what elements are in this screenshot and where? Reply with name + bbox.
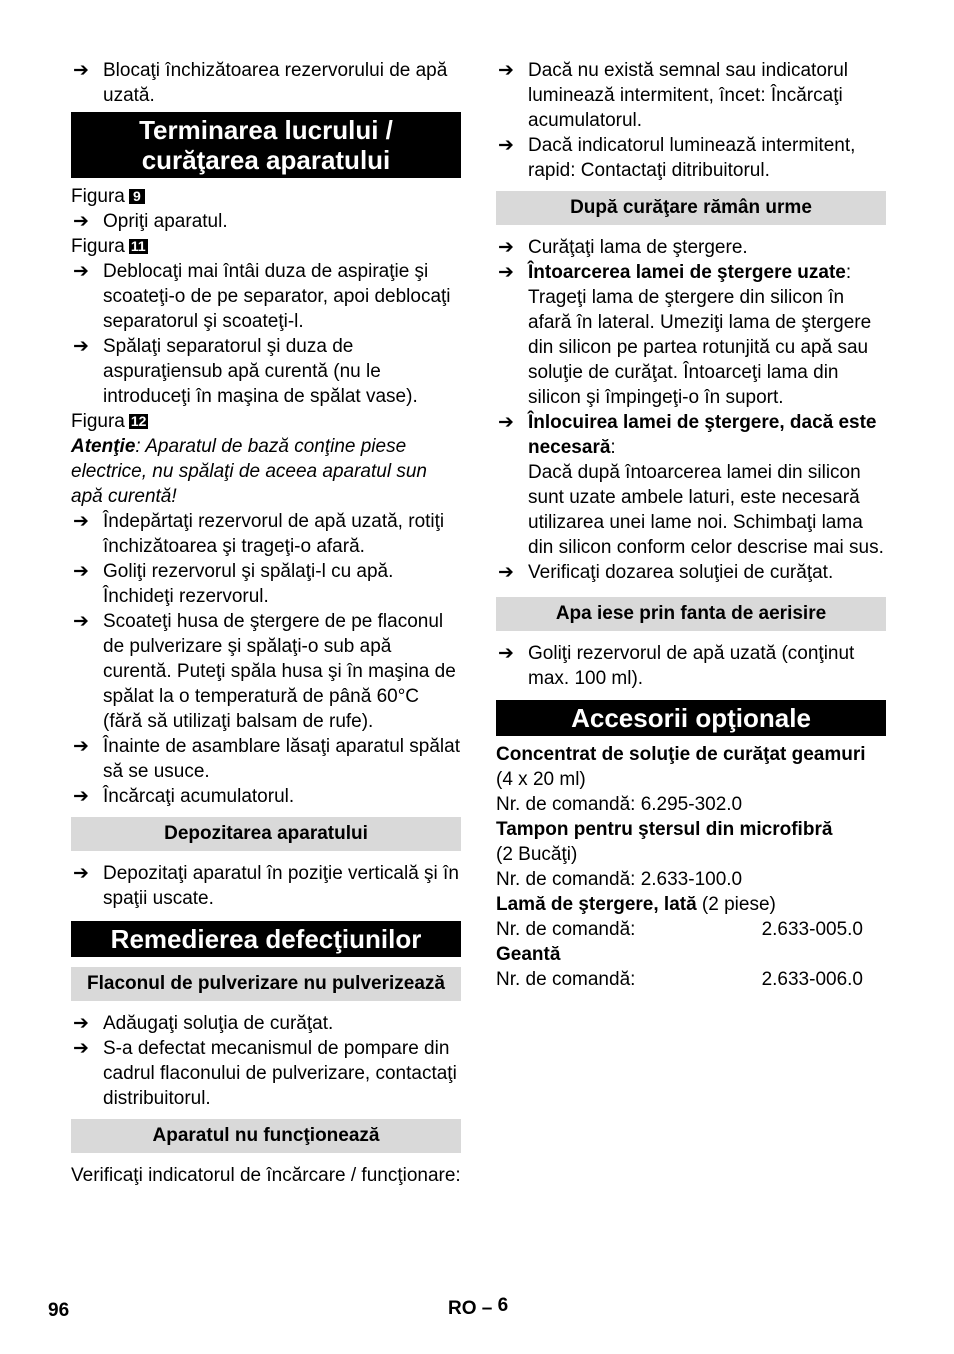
list-item: ➔ Depozitaţi aparatul în poziţie verticală şi în spaţii uscate. [73,862,459,909]
arrow-right-icon: ➔ [73,862,89,884]
list-item: ➔ Curăţaţi lama de ştergere. [498,236,748,258]
arrow-right-icon: ➔ [73,1037,89,1059]
list-item: ➔ Încărcaţi acumulatorul. [73,785,295,807]
list-item: ➔ Înainte de asamblare lăsaţi aparatul spălat să se usuce. [73,735,461,782]
section-heading-accessories: Accesorii opţionale [496,700,886,736]
list-item: ➔ Scoateţi husa de ştergere de pe flaconul de pulverizare şi spălaţi-o sub apă curentă. Puteţi spăla husa şi în maşina de spălat la o temperatură de până 60°C (fără să utilizaţi balsam de rufe). [73,610,456,732]
subheading-vent: Apa iese prin fanta de aerisire [496,597,886,631]
list-item: ➔ Dacă indicatorul luminează intermitent, rapid: Contactaţi ditribuitorul. [498,134,856,181]
list-item: ➔ Îndepărtaţi rezervorul de apă uzată, rotiţi închizătoarea şi trageţi-o afară. [73,510,445,557]
accessory-item: Concentrat de soluţie de curăţat geamuri (4 x 20 ml) [496,744,866,790]
subheading-not-working: Aparatul nu funcţionează [71,1119,461,1153]
figure-number-badge: 11 [130,238,146,254]
arrow-right-icon: ➔ [73,735,89,757]
list-item: ➔ Blocaţi închizătoarea rezervorului de apă uzată. [73,59,448,106]
arrow-right-icon: ➔ [73,560,89,582]
list-item: ➔ Verificaţi dozarea soluţiei de curăţat. [498,561,834,583]
arrow-right-icon: ➔ [498,134,514,156]
arrow-right-icon: ➔ [73,610,89,632]
subheading-marks: După curăţare rămân urme [496,191,886,225]
accessory-order-number: Nr. de comandă: 2.633-100.0 [496,869,743,890]
section-marker: RO – 6 [448,1295,509,1319]
figure-number-badge: 12 [130,413,147,429]
accessory-order-row: Nr. de comandă: 2.633-005.0 [496,919,863,940]
warning-note: Atenţie: Aparatul de bază conţine piese electrice, nu spălaţi de aceea aparatul sun apă curentă! [71,436,427,507]
figure-number-badge: 9 [129,189,145,204]
arrow-right-icon: ➔ [73,1012,89,1034]
arrow-right-icon: ➔ [498,561,514,583]
list-item: ➔ S-a defectat mecanismul de pompare din cadrul flaconului de pulverizare, contactaţi distribuitorul. [73,1037,457,1109]
section-heading-finish: Terminarea lucrului / curăţarea aparatului [71,112,461,178]
figure-ref: Figura 11 [71,236,146,257]
list-item: ➔ Întoarcerea lamei de ştergere uzate: Trageţi lama de ştergere din silicon în afară în lateral. Umeziţi lama de ştergere din silicon pe partea rotunjită cu apă sau soluţie de curăţat. Întoarceţi lama din silicon şi împingeţi-o în suport. [498,261,872,408]
accessory-quantity: (2 Bucăţi) [496,844,578,865]
accessory-order-row: Nr. de comandă: 2.633-006.0 [496,969,863,990]
list-item: ➔ Opriţi aparatul. [73,210,228,232]
accessory-item: Lamă de ştergere, lată (2 piese) [496,894,776,915]
arrow-right-icon: ➔ [73,785,89,807]
arrow-right-icon: ➔ [498,59,514,81]
list-item: ➔ Deblocaţi mai întâi duza de aspiraţie şi scoateţi-o de pe separator, apoi deblocaţi separatorul şi scoateţi-l. [73,260,451,332]
list-item: ➔ Goliţi rezervorul de apă uzată (conţinut max. 100 ml). [498,642,855,689]
arrow-right-icon: ➔ [73,335,89,357]
check-indicator-text: Verificaţi indicatorul de încărcare / funcţionare: [71,1165,461,1186]
replace-description: Dacă după întoarcerea lamei din silicon sunt uzate ambele laturi, este necesară utilizarea unei lame noi. Schimbaţi lama din silicon conform celor descrise mai sus. [528,462,884,558]
accessory-item: Tampon pentru ştersul din microfibră [496,819,833,840]
figure-ref: Figura 12 [71,411,147,432]
arrow-right-icon: ➔ [498,236,514,258]
figure-ref: Figura 9 [71,184,461,209]
section-heading-faults: Remedierea defecţiunilor [71,921,461,957]
arrow-right-icon: ➔ [73,260,89,282]
arrow-right-icon: ➔ [73,510,89,532]
page-number: 96 [48,1300,70,1321]
right-column [496,58,886,992]
left-column [71,58,461,1188]
accessory-item: Geantă [496,944,561,965]
list-item: ➔ Dacă nu există semnal sau indicatorul luminează intermitent, încet: Încărcaţi acumulatorul. [498,59,849,131]
accessory-order-number: Nr. de comandă: 6.295-302.0 [496,794,743,815]
subheading-storage: Depozitarea aparatului [71,817,461,851]
arrow-right-icon: ➔ [73,210,89,232]
arrow-right-icon: ➔ [498,261,514,283]
list-item: ➔ Înlocuirea lamei de ştergere, dacă este necesară: [498,411,877,458]
list-item: ➔ Adăugaţi soluţia de curăţat. [73,1012,334,1034]
arrow-right-icon: ➔ [498,642,514,664]
subheading-spray: Flaconul de pulverizare nu pulverizează [71,967,461,1001]
arrow-right-icon: ➔ [73,59,89,81]
list-item: ➔ Goliţi rezervorul şi spălaţi-l cu apă. Închideţi rezervorul. [73,560,394,607]
list-item: ➔ Spălaţi separatorul şi duza de aspuraţiensub apă curentă (nu le introduceţi în maşina de spălat vase). [73,335,418,407]
arrow-right-icon: ➔ [498,411,514,433]
